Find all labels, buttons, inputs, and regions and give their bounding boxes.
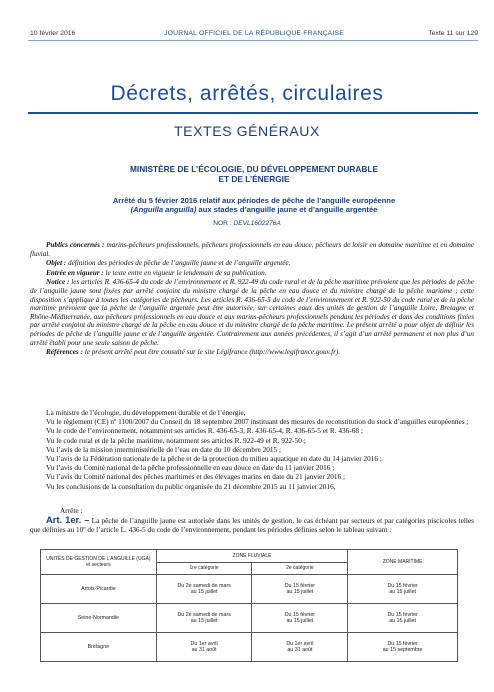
header-date: 10 février 2016 (30, 30, 76, 37)
nor-value: DEVL1602276A (233, 220, 281, 227)
header-uga (41, 550, 157, 575)
cell-line: au 15 juillet (190, 589, 218, 595)
table-row (41, 575, 458, 604)
visa-line: La ministre de l’écologie, du développement durable et de l’énergie, (46, 408, 246, 417)
cell-line: Du 2e samedi de mars (177, 611, 231, 618)
cat2-cell (252, 633, 348, 662)
cat2-cell (252, 604, 348, 633)
objet-label: Objet : (46, 259, 67, 268)
uga-cell: Bretagne (41, 633, 157, 662)
cell-line: Du 1er avril (286, 640, 314, 647)
cell-line: Du 15 février (284, 582, 316, 589)
page-header (30, 30, 478, 40)
visas-block (30, 409, 474, 492)
cell-line: Du 15 février (284, 611, 316, 618)
header-uga-line-2: et secteurs (86, 562, 111, 568)
entree-label: Entrée en vigueur : (46, 268, 104, 277)
journal-name: JOURNAL OFFICIEL DE LA RÉPUBLIQUE FRANÇAISE (164, 30, 344, 37)
article-1 (30, 516, 474, 535)
header-zone-maritime: ZONE MARITIME (348, 550, 458, 575)
references-label: Références : (46, 348, 83, 357)
maritime-cell (348, 604, 458, 633)
publics-label: Publics concernés : (46, 241, 105, 249)
decree-title-line-1: Arrêté du 5 février 2016 relatif aux périodes de pêche de l’anguille européenne (112, 196, 396, 205)
cell-line: au 15 juillet (286, 618, 314, 624)
visa-line: Vu le code de l’environnement, notamment ses articles R. 436-65-3, R. 436-65-4, R. 436-65-5 et R. 436-68 ; (46, 426, 363, 436)
header-divider (28, 40, 478, 41)
visa-line: Vu l’avis de la Fédération nationale de la pêche et de la protection du milieu aquatique en date du 14 janvier 2016 ; (46, 453, 382, 463)
ministry-line-2: ET DE L’ÉNERGIE (218, 174, 290, 184)
header-cat-1: 1re catégorie (156, 563, 252, 575)
notice-text: les articles R. 436-65-4 du code de l’environnement et R. 922-49 du code rural et de la pêche maritime prévoient que les périodes de pêche de l’anguille jaune sont fixées par arrêté conjoint du ministre chargé de la pêche en eau douce et du ministre chargé de la pêche maritime ; cette disposition s’applique à toutes les catégories de pêcheurs. Les articles R. 436-65-5 du code de l’environnement et R. 922-50 du code rural et de la pêche maritime prévoient que la pêche de l’anguille argentée peut être autorisée, sur certaines eaux des unités de gestion de l’anguille Loire, Bretagne et Rhône-Méditerranée, aux pêcheurs professionnels en eau douce et aux marins-pêcheurs professionnels pendant les périodes et dans des conditions fixées par arrêté conjoint du ministre chargé de la pêche en eau douce et du ministre chargé de la pêche maritime. Le présent arrêté a pour objet de définir les périodes de pêche de l’anguille jaune et de l’anguille argentée. Contrairement aux années précédentes, il s’agit d’un arrêté permanent et non plus d’un arrêté établi pour une seule saison de pêche. (30, 278, 475, 347)
cat1-cell (156, 633, 252, 662)
decree-title (40, 196, 468, 215)
publics-text: marins-pêcheurs professionnels, pêcheurs professionnels en eau douce, pêcheurs de loisir en domaine maritime et en domaine fluvial. (30, 241, 474, 258)
cell-line: Du 2e samedi de mars (177, 582, 231, 589)
notice (30, 278, 474, 347)
visa-line: Vu le code rural et de la pêche maritime, notamment ses articles R. 922-49 et R. 922-50 ; (46, 435, 306, 445)
visa-line: Vu l’avis du Comité national des pêches maritimes et des élevages marins en date du 21 janvier 2016 ; (46, 472, 346, 482)
cell-line: au 15 juillet (190, 618, 218, 624)
cell-line: au 15 septembre (382, 647, 423, 653)
references-text: le présent arrêté peut être consulté sur le site Légifrance (http://www.legifrance.gouv.fr). (82, 348, 341, 357)
visa-line: Vu l’avis de la mission interministérielle de l’eau en date du 10 décembre 2015 ; (46, 444, 282, 454)
arrete-word: Arrête : (60, 506, 83, 515)
notice-label: Notice : (46, 278, 70, 287)
objet-text: définition des périodes de pêche de l’anguille jaune et de l’anguille argentée. (66, 259, 291, 268)
cell-line: au 15 juillet (286, 589, 314, 595)
article-1-text: La pêche de l’anguille jaune est autorisée dans les unités de gestion, le cas échéant par secteurs et par catégories piscicoles telles que définies au 10º de l’article L. 436-5 du code de l’environnement, pendant les périodes définies selon le tableau suivant : (30, 516, 474, 534)
fishing-periods-table (40, 549, 458, 662)
ministry-line-1: MINISTÈRE DE L’ÉCOLOGIE, DU DÉVELOPPEMENT DURABLE (129, 164, 378, 174)
cell-line: Du 1er avril (190, 640, 218, 647)
entree-en-vigueur (30, 269, 474, 278)
table-row (41, 633, 458, 662)
cat2-cell (252, 575, 348, 604)
uga-cell: Seine-Normandie (41, 604, 157, 633)
cell-line: Du 15 février (387, 582, 418, 589)
cell-line: au 15 juillet (389, 618, 417, 624)
subsection-title: TEXTES GÉNÉRAUX (174, 123, 320, 139)
visa-line: Vu le règlement (CE) nº 1100/2007 du Conseil du 18 septembre 2007 instituant des mesures de reconstitution du stock d’anguilles européennes ; (46, 417, 469, 427)
header-cat-2: 2e catégorie (252, 563, 348, 575)
nor-label: NOR : (213, 220, 232, 227)
visa-line: Vu les conclusions de la consultation du public organisée du 21 décembre 2015 au 11 janvier 2016, (46, 481, 336, 491)
references (30, 348, 474, 357)
uga-cell: Artois-Picardie (41, 575, 157, 604)
section-divider (28, 112, 478, 114)
section-title: Décrets, arrêtés, circulaires (110, 82, 384, 105)
article-1-label: Art. 1er. – (46, 514, 90, 525)
header-uga-line-1: UNITÉS DE GESTION DE L’ANGUILLE (UGA) (46, 555, 151, 562)
maritime-cell (348, 575, 458, 604)
text-number: Texte 11 sur 129 (428, 30, 478, 37)
summary-block (30, 241, 474, 358)
cell-line: Du 15 février (387, 611, 418, 618)
table-header-row (41, 550, 458, 563)
cat1-cell (156, 604, 252, 633)
cell-line: au 31 août (287, 647, 313, 653)
article-1-paragraph (30, 516, 474, 535)
maritime-cell (348, 633, 458, 662)
objet (30, 259, 474, 268)
cat1-cell (156, 575, 252, 604)
table-row (41, 604, 458, 633)
ministry-heading (30, 164, 478, 184)
decree-title-line-2 (40, 205, 468, 214)
header-zone-fluviale: ZONE FLUVIALE (156, 550, 348, 563)
publics-concernes (30, 241, 474, 258)
cell-line: au 31 août (191, 647, 217, 653)
cell-line: Du 15 février (387, 640, 418, 647)
decree-title-line-2-rest: aux stades d’anguille jaune et d’anguille argentée (196, 205, 378, 215)
entree-text: le texte entre en vigueur le lendemain de sa publication. (103, 268, 267, 277)
nor-reference (0, 220, 494, 227)
visa-line: Vu l’avis du Comité national de la pêche professionnelle en eau douce en date du 11 janvier 2016 ; (46, 463, 335, 473)
cell-line: au 15 juillet (389, 589, 417, 595)
species-latin-name: (Anguilla anguilla) (130, 205, 197, 215)
